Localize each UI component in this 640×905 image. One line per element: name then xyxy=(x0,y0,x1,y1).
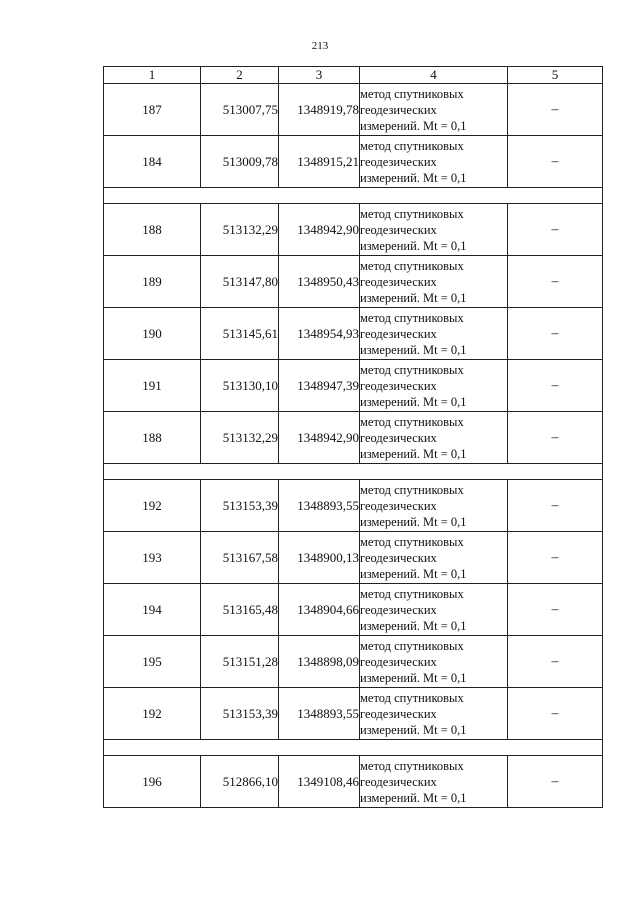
method-line: геодезических xyxy=(360,378,437,393)
note-cell: – xyxy=(508,412,603,464)
method-line: измерений. Mt = 0,1 xyxy=(360,170,467,185)
method-cell xyxy=(360,480,508,532)
table-row xyxy=(104,256,603,308)
table-header-row xyxy=(104,67,603,84)
method-line: метод спутниковых xyxy=(360,586,464,601)
table-row xyxy=(104,308,603,360)
note-cell: – xyxy=(508,480,603,532)
method-line: геодезических xyxy=(360,774,437,789)
coord-y-cell: 1348898,09 xyxy=(279,636,360,688)
method-cell xyxy=(360,204,508,256)
method-line: метод спутниковых xyxy=(360,206,464,221)
method-line: метод спутниковых xyxy=(360,310,464,325)
header-col-1: 1 xyxy=(104,67,201,84)
coord-x-cell: 513007,75 xyxy=(201,84,279,136)
method-line: геодезических xyxy=(360,274,437,289)
table-row xyxy=(104,412,603,464)
coord-y-cell: 1348919,78 xyxy=(279,84,360,136)
table-row xyxy=(104,584,603,636)
method-line: геодезических xyxy=(360,706,437,721)
point-number-cell: 194 xyxy=(104,584,201,636)
coord-y-cell: 1348947,39 xyxy=(279,360,360,412)
point-number-cell: 188 xyxy=(104,204,201,256)
separator-cell xyxy=(104,740,603,756)
method-line: метод спутниковых xyxy=(360,482,464,497)
point-number-cell: 196 xyxy=(104,756,201,808)
method-cell xyxy=(360,360,508,412)
method-cell xyxy=(360,584,508,636)
coord-y-cell: 1348904,66 xyxy=(279,584,360,636)
note-cell: – xyxy=(508,688,603,740)
table-row xyxy=(104,136,603,188)
coord-y-cell: 1348942,90 xyxy=(279,412,360,464)
method-line: метод спутниковых xyxy=(360,414,464,429)
table-row xyxy=(104,688,603,740)
point-number-cell: 193 xyxy=(104,532,201,584)
method-line: измерений. Mt = 0,1 xyxy=(360,514,467,529)
header-col-3: 3 xyxy=(279,67,360,84)
table-separator-row xyxy=(104,740,603,756)
coord-x-cell: 513132,29 xyxy=(201,412,279,464)
point-number-cell: 195 xyxy=(104,636,201,688)
method-cell xyxy=(360,636,508,688)
table-body xyxy=(104,84,603,808)
method-line: геодезических xyxy=(360,654,437,669)
table-separator-row xyxy=(104,464,603,480)
separator-cell xyxy=(104,464,603,480)
table-row xyxy=(104,360,603,412)
method-cell xyxy=(360,84,508,136)
point-number-cell: 192 xyxy=(104,480,201,532)
note-cell: – xyxy=(508,360,603,412)
point-number-cell: 187 xyxy=(104,84,201,136)
note-cell: – xyxy=(508,204,603,256)
method-line: метод спутниковых xyxy=(360,86,464,101)
coord-y-cell: 1349108,46 xyxy=(279,756,360,808)
point-number-cell: 190 xyxy=(104,308,201,360)
method-line: измерений. Mt = 0,1 xyxy=(360,290,467,305)
note-cell: – xyxy=(508,136,603,188)
method-line: измерений. Mt = 0,1 xyxy=(360,118,467,133)
point-number-cell: 184 xyxy=(104,136,201,188)
table-row xyxy=(104,636,603,688)
method-line: метод спутниковых xyxy=(360,138,464,153)
coord-x-cell: 513153,39 xyxy=(201,480,279,532)
coordinates-table xyxy=(103,66,603,808)
method-cell xyxy=(360,688,508,740)
header-col-5: 5 xyxy=(508,67,603,84)
table-row xyxy=(104,204,603,256)
note-cell: – xyxy=(508,84,603,136)
coord-y-cell: 1348954,93 xyxy=(279,308,360,360)
coord-y-cell: 1348893,55 xyxy=(279,688,360,740)
coord-x-cell: 513165,48 xyxy=(201,584,279,636)
coord-y-cell: 1348942,90 xyxy=(279,204,360,256)
header-col-4: 4 xyxy=(360,67,508,84)
coord-x-cell: 513145,61 xyxy=(201,308,279,360)
table-row xyxy=(104,756,603,808)
method-line: метод спутниковых xyxy=(360,258,464,273)
note-cell: – xyxy=(508,756,603,808)
coord-x-cell: 513009,78 xyxy=(201,136,279,188)
method-line: метод спутниковых xyxy=(360,534,464,549)
note-cell: – xyxy=(508,636,603,688)
note-cell: – xyxy=(508,532,603,584)
method-line: геодезических xyxy=(360,498,437,513)
page-number: 213 xyxy=(311,40,329,52)
coord-x-cell: 513151,28 xyxy=(201,636,279,688)
method-line: геодезических xyxy=(360,550,437,565)
coord-x-cell: 512866,10 xyxy=(201,756,279,808)
method-line: геодезических xyxy=(360,430,437,445)
point-number-cell: 192 xyxy=(104,688,201,740)
coord-y-cell: 1348915,21 xyxy=(279,136,360,188)
note-cell: – xyxy=(508,256,603,308)
note-cell: – xyxy=(508,308,603,360)
method-line: измерений. Mt = 0,1 xyxy=(360,618,467,633)
method-line: измерений. Mt = 0,1 xyxy=(360,394,467,409)
coord-y-cell: 1348893,55 xyxy=(279,480,360,532)
coord-y-cell: 1348900,13 xyxy=(279,532,360,584)
method-line: геодезических xyxy=(360,154,437,169)
method-line: геодезических xyxy=(360,102,437,117)
method-cell xyxy=(360,136,508,188)
method-line: измерений. Mt = 0,1 xyxy=(360,342,467,357)
coord-y-cell: 1348950,43 xyxy=(279,256,360,308)
method-line: метод спутниковых xyxy=(360,758,464,773)
point-number-cell: 188 xyxy=(104,412,201,464)
method-cell xyxy=(360,532,508,584)
table-row xyxy=(104,84,603,136)
point-number-cell: 191 xyxy=(104,360,201,412)
method-cell xyxy=(360,308,508,360)
method-line: измерений. Mt = 0,1 xyxy=(360,566,467,581)
method-line: метод спутниковых xyxy=(360,690,464,705)
method-cell xyxy=(360,256,508,308)
method-line: геодезических xyxy=(360,326,437,341)
method-line: измерений. Mt = 0,1 xyxy=(360,722,467,737)
method-cell xyxy=(360,756,508,808)
table-row xyxy=(104,532,603,584)
coord-x-cell: 513153,39 xyxy=(201,688,279,740)
method-line: геодезических xyxy=(360,222,437,237)
method-line: измерений. Mt = 0,1 xyxy=(360,446,467,461)
header-col-2: 2 xyxy=(201,67,279,84)
coord-x-cell: 513130,10 xyxy=(201,360,279,412)
coord-x-cell: 513132,29 xyxy=(201,204,279,256)
table-row xyxy=(104,480,603,532)
note-cell: – xyxy=(508,584,603,636)
method-line: геодезических xyxy=(360,602,437,617)
method-line: метод спутниковых xyxy=(360,362,464,377)
coord-x-cell: 513147,80 xyxy=(201,256,279,308)
method-line: метод спутниковых xyxy=(360,638,464,653)
point-number-cell: 189 xyxy=(104,256,201,308)
separator-cell xyxy=(104,188,603,204)
method-cell xyxy=(360,412,508,464)
coord-x-cell: 513167,58 xyxy=(201,532,279,584)
method-line: измерений. Mt = 0,1 xyxy=(360,790,467,805)
method-line: измерений. Mt = 0,1 xyxy=(360,238,467,253)
method-line: измерений. Mt = 0,1 xyxy=(360,670,467,685)
table-separator-row xyxy=(104,188,603,204)
